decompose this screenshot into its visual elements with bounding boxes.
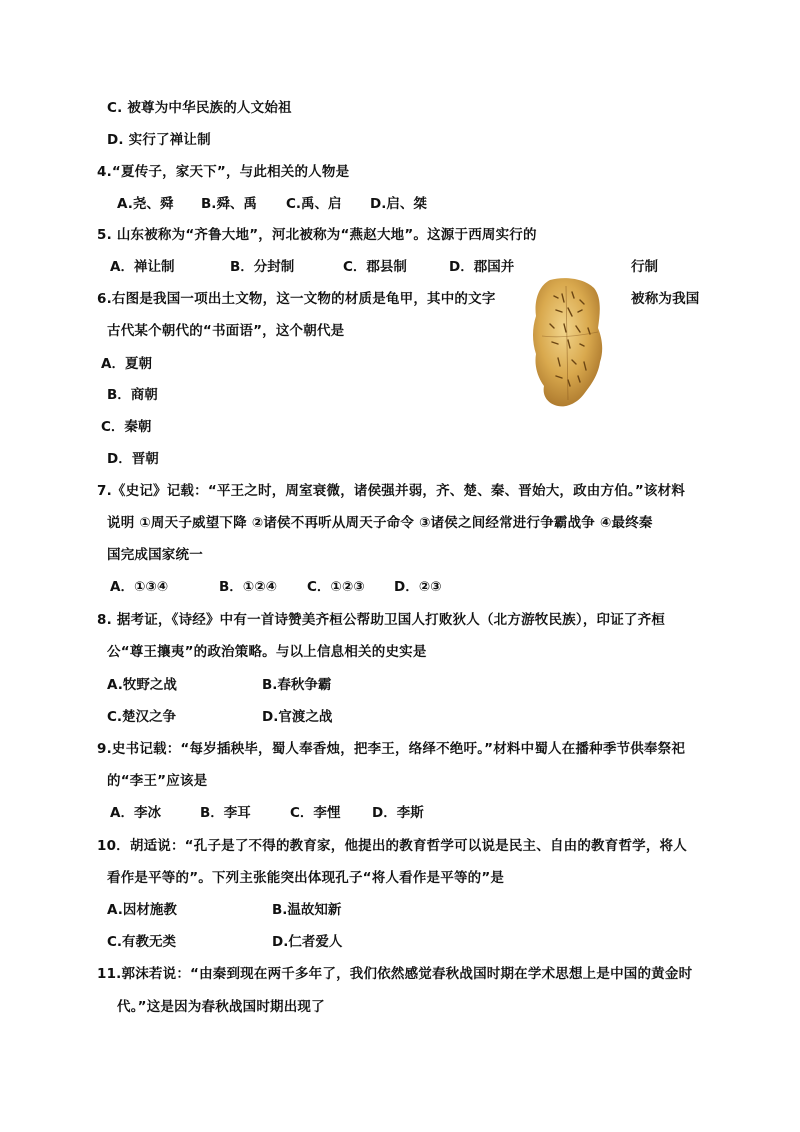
q8-option-a: A.牧野之战 xyxy=(107,677,177,693)
q4-option-c: C.禹、启 xyxy=(286,196,342,212)
q5-option-d-tail: 行制 xyxy=(631,259,658,275)
q4-stem: 4.“夏传子，家天下”，与此相关的人物是 xyxy=(97,164,350,180)
q6-option-a: A．夏朝 xyxy=(101,356,152,372)
q8-option-d: D.官渡之战 xyxy=(262,709,333,725)
q6-option-b: B．商朝 xyxy=(107,387,158,403)
q9-option-d: D．李斯 xyxy=(372,805,424,821)
q4-option-d: D.启、桀 xyxy=(370,196,427,212)
q8-stem-line2: 公“尊王攘夷”的政治策略。与以上信息相关的史实是 xyxy=(107,644,427,660)
q10-stem-line2: 看作是平等的”。下列主张能突出体现孔子“将人看作是平等的”是 xyxy=(107,870,505,886)
q10-option-b: B.温故知新 xyxy=(272,902,342,918)
q9-stem-line1: 9.史书记载：“每岁插秧毕，蜀人奉香烛，把李王，络绎不绝吁。”材料中蜀人在播种季节供奉祭祀 xyxy=(97,741,686,757)
q3-option-c: C. 被尊为中华民族的人文始祖 xyxy=(107,100,292,116)
q7-option-c: C．①②③ xyxy=(307,579,365,595)
q8-option-b: B.春秋争霸 xyxy=(262,677,332,693)
q8-stem-line1: 8. 据考证，《诗经》中有一首诗赞美齐桓公帮助卫国人打败狄人（北方游牧民族），印证了齐桓 xyxy=(97,612,666,628)
q6-stem-line1: 6.右图是我国一项出土文物，这一文物的材质是龟甲，其中的文字 xyxy=(97,291,496,307)
q6-option-d: D．晋朝 xyxy=(107,451,159,467)
q9-option-c: C．李悝 xyxy=(290,805,341,821)
q9-stem-line2: 的“李王”应该是 xyxy=(107,773,208,789)
q4-option-b: B.舜、禹 xyxy=(201,196,257,212)
q5-option-b: B．分封制 xyxy=(230,259,295,275)
q10-option-c: C.有教无类 xyxy=(107,934,177,950)
q9-option-b: B．李耳 xyxy=(200,805,251,821)
q5-option-a: A．禅让制 xyxy=(110,259,175,275)
q7-stem-line2: 说明 ①周天子威望下降 ②诸侯不再听从周天子命令 ③诸侯之间经常进行争霸战争 ④最终秦 xyxy=(107,515,653,531)
q6-option-c: C．秦朝 xyxy=(101,419,152,435)
q8-option-c: C.楚汉之争 xyxy=(107,709,177,725)
q4-option-a: A.尧、舜 xyxy=(117,196,174,212)
q9-option-a: A．李冰 xyxy=(110,805,161,821)
q7-option-a: A．①③④ xyxy=(110,579,169,595)
q7-option-b: B．①②④ xyxy=(219,579,278,595)
q6-stem-line2: 古代某个朝代的“书面语”，这个朝代是 xyxy=(107,323,345,339)
q7-stem-line3: 国完成国家统一 xyxy=(107,547,203,563)
oracle-bone-turtle-shell-image xyxy=(528,276,606,410)
q10-option-a: A.因材施教 xyxy=(107,902,177,918)
q6-stem-line1-tail: 被称为我国 xyxy=(631,291,700,307)
q5-option-d: D．郡国并 xyxy=(449,259,515,275)
q7-stem-line1: 7.《史记》记载：“平王之时，周室衰微，诸侯强并弱，齐、楚、秦、晋始大，政由方伯。”该材料 xyxy=(97,483,686,499)
q10-stem-line1: 10．胡适说：“孔子是了不得的教育家，他提出的教育哲学可以说是民主、自由的教育哲学，将人 xyxy=(97,838,687,854)
q11-stem-line1: 11.郭沫若说：“由秦到现在两千多年了，我们依然感觉春秋战国时期在学术思想上是中国的黄金时 xyxy=(97,966,693,982)
q3-option-d: D. 实行了禅让制 xyxy=(107,132,211,148)
q5-stem: 5. 山东被称为“齐鲁大地”，河北被称为“燕赵大地”。这源于西周实行的 xyxy=(97,227,537,243)
q10-option-d: D.仁者爱人 xyxy=(272,934,343,950)
q7-option-d: D．②③ xyxy=(394,579,442,595)
q11-stem-line2: 代。”这是因为春秋战国时期出现了 xyxy=(117,999,325,1015)
q5-option-c: C．郡县制 xyxy=(343,259,407,275)
